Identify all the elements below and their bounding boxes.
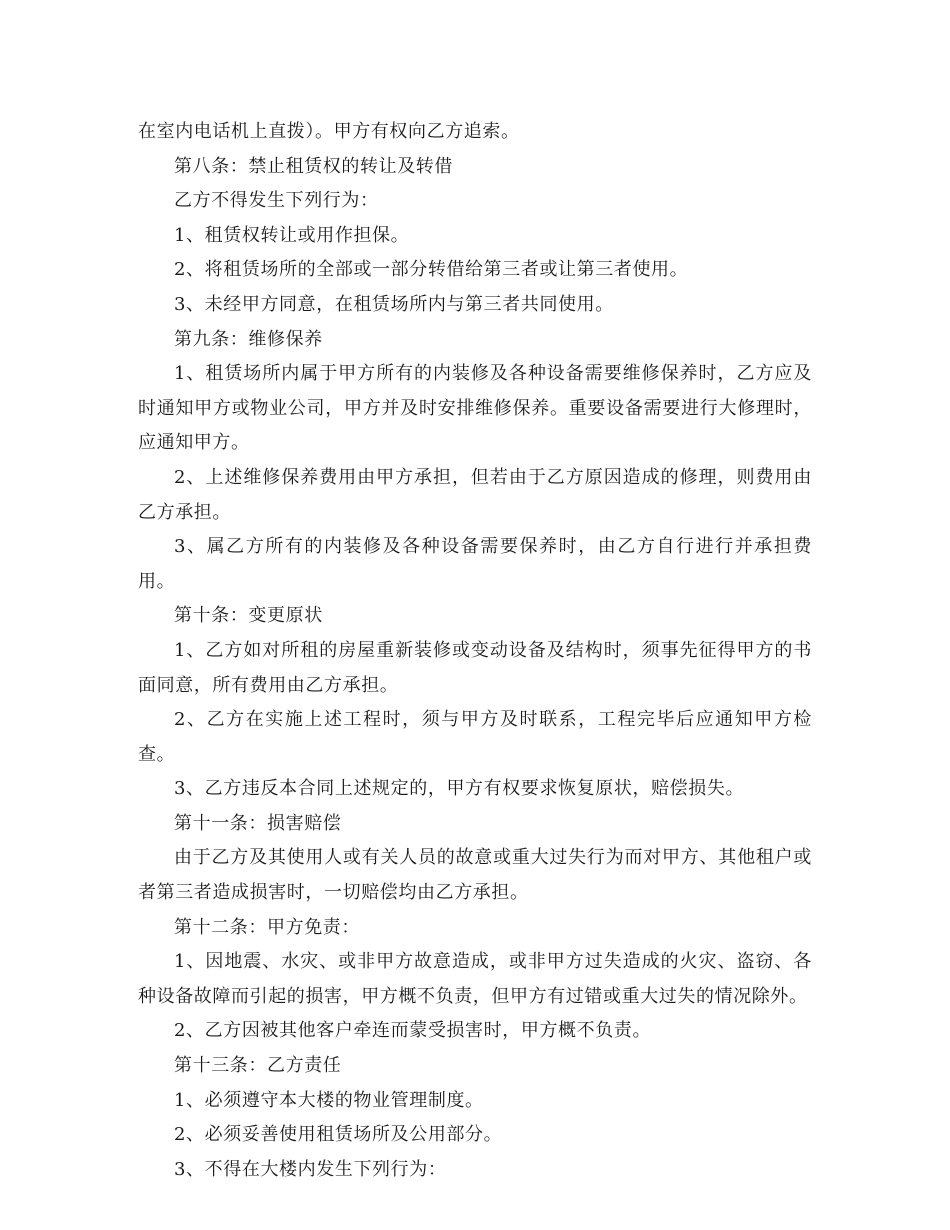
article-10-heading: 第十条：变更原状 xyxy=(174,605,323,627)
list-item: 2、将租赁场所的全部或一部分转借给第三者或让第三者使用。 xyxy=(174,259,689,281)
article-13-heading: 第十三条：乙方责任 xyxy=(174,1055,342,1077)
paragraph: 由于乙方及其使用人或有关人员的故意或重大过失行为而对甲方、其他租户或者第三者造成损害时，一切赔偿均由乙方承担。 xyxy=(138,847,812,904)
article-12-heading: 第十二条：甲方免责： xyxy=(174,916,360,938)
article-9-heading: 第九条：维修保养 xyxy=(174,328,323,350)
paragraph: 乙方不得发生下列行为： xyxy=(174,190,379,212)
article-8-heading: 第八条：禁止租赁权的转让及转借 xyxy=(174,155,453,177)
list-item: 3、不得在大楼内发生下列行为： xyxy=(174,1158,447,1180)
list-item: 1、租赁场所内属于甲方所有的内装修及各种设备需要维修保养时，乙方应及时通知甲方或物业公司，甲方并及时安排维修保养。重要设备需要进行大修理时，应通知甲方。 xyxy=(138,363,812,454)
article-11-heading: 第十一条：损害赔偿 xyxy=(174,812,342,834)
list-item: 1、因地震、水灾、或非甲方故意造成，或非甲方过失造成的火灾、盗窃、各种设备故障而引起的损害，甲方概不负责，但甲方有过错或重大过失的情况除外。 xyxy=(138,951,812,1007)
list-item: 2、必须妥善使用租赁场所及公用部分。 xyxy=(174,1124,503,1146)
paragraph-continuation: 在室内电话机上直拨）。甲方有权向乙方追索。 xyxy=(138,121,520,142)
list-item: 2、上述维修保养费用由甲方承担，但若由于乙方原因造成的修理，则费用由乙方承担。 xyxy=(138,466,812,523)
list-item: 2、乙方在实施上述工程时，须与甲方及时联系，工程完毕后应通知甲方检查。 xyxy=(138,709,812,765)
list-item: 1、必须遵守本大楼的物业管理制度。 xyxy=(174,1089,484,1111)
list-item: 3、乙方违反本合同上述规定的，甲方有权要求恢复原状，赔偿损失。 xyxy=(174,778,745,800)
list-item: 1、租赁权转让或用作担保。 xyxy=(174,224,410,246)
list-item: 1、乙方如对所租的房屋重新装修或变动设备及结构时，须事先征得甲方的书面同意，所有费用由乙方承担。 xyxy=(138,639,812,696)
list-item: 3、属乙方所有的内装修及各种设备需要保养时，由乙方自行进行并承担费用。 xyxy=(138,536,812,592)
list-item: 3、未经甲方同意，在租赁场所内与第三者共同使用。 xyxy=(174,293,614,315)
document-body xyxy=(138,115,812,1187)
list-item: 2、乙方因被其他客户牵连而蒙受损害时，甲方概不负责。 xyxy=(174,1020,652,1042)
